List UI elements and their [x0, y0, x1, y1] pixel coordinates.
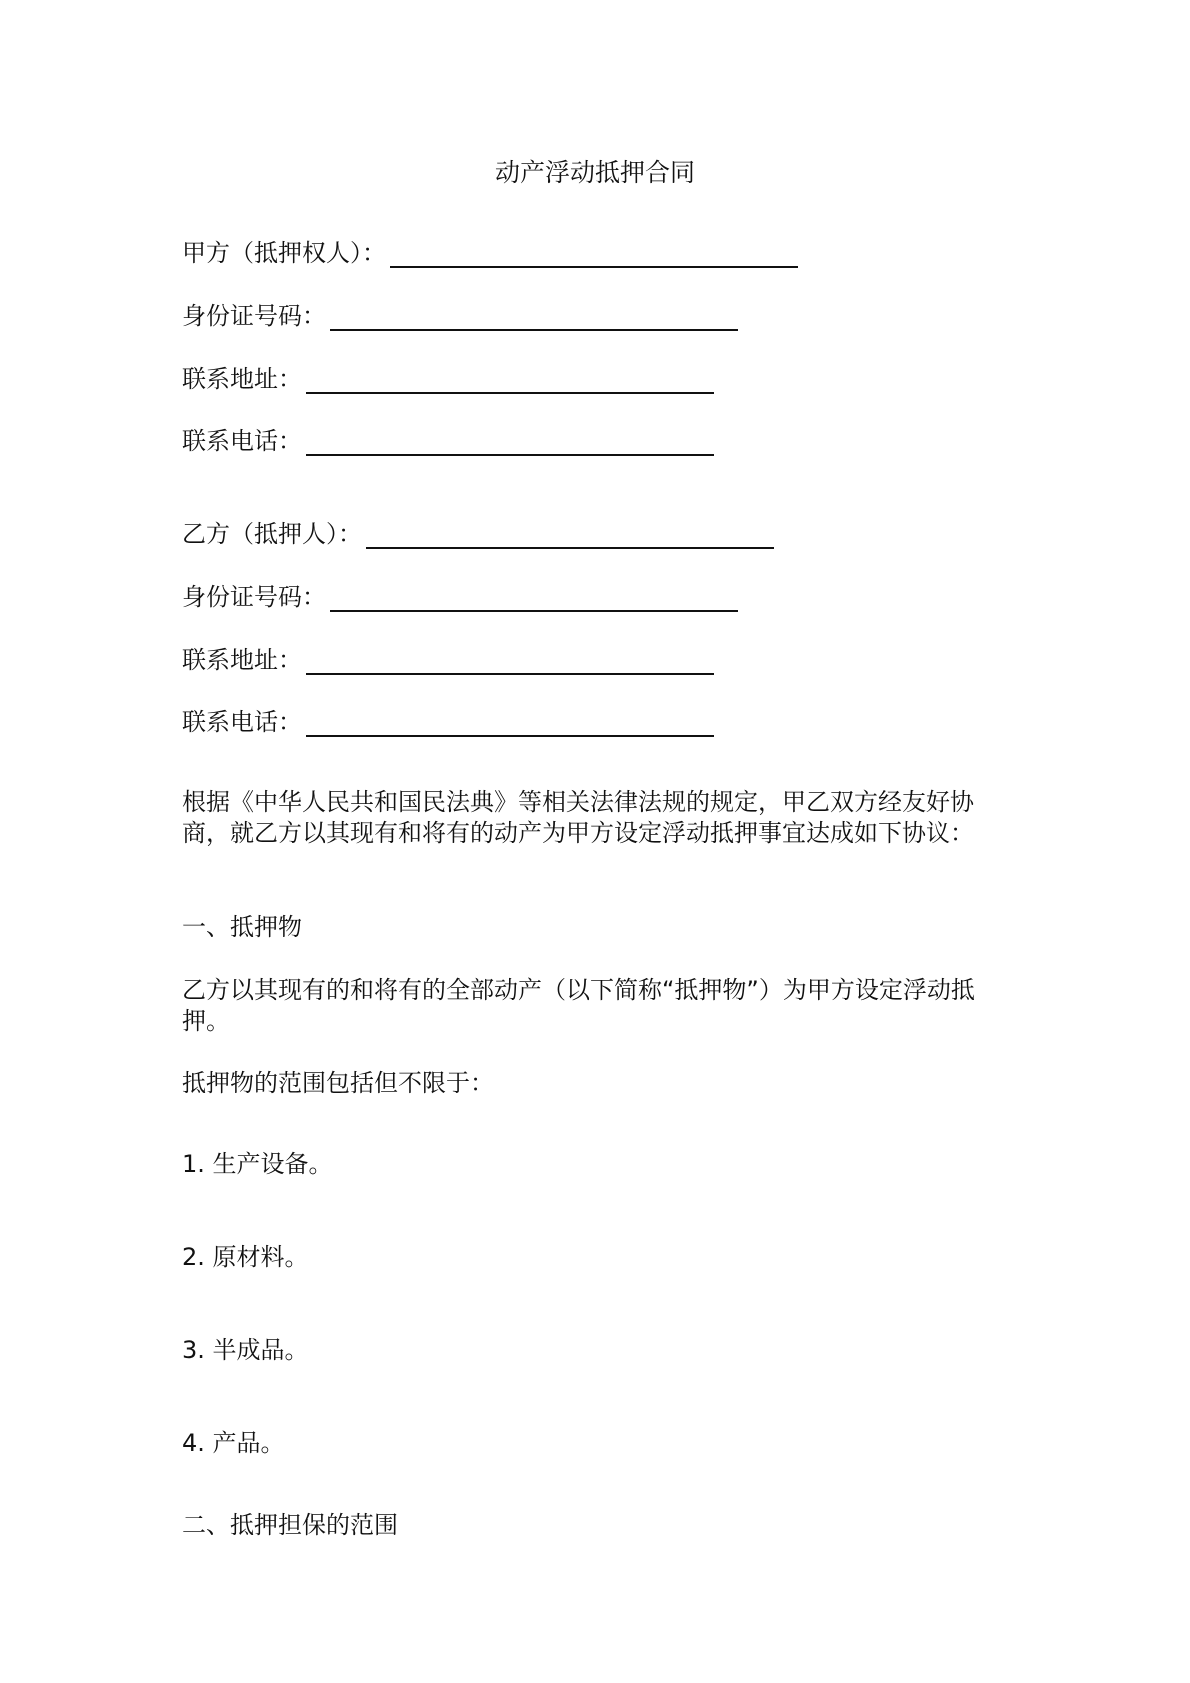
- party-a-phone-field: [182, 422, 714, 456]
- party-b-phone-label: 联系电话：: [182, 708, 302, 736]
- party-a-name-blank[interactable]: [390, 236, 798, 268]
- party-b-address-label: 联系地址：: [182, 646, 302, 674]
- party-b-name-label: 乙方（抵押人）：: [182, 520, 362, 548]
- section-1-paragraph-2: 抵押物的范围包括但不限于：: [182, 1069, 494, 1097]
- party-a-id-label: 身份证号码：: [182, 302, 326, 330]
- section-1-heading: 一、抵押物: [182, 913, 302, 941]
- party-a-address-field: [182, 360, 714, 394]
- party-b-name-blank[interactable]: [366, 517, 774, 549]
- party-a-id-field: [182, 297, 738, 331]
- party-a-phone-label: 联系电话：: [182, 427, 302, 455]
- party-a-phone-blank[interactable]: [306, 424, 714, 456]
- party-b-id-label: 身份证号码：: [182, 583, 326, 611]
- party-b-name-field: [182, 515, 774, 549]
- party-a-address-label: 联系地址：: [182, 365, 302, 393]
- party-b-id-blank[interactable]: [330, 580, 738, 612]
- document-title: 动产浮动抵押合同: [494, 158, 695, 187]
- preamble-paragraph: 根据《中华人民共和国民法典》等相关法律法规的规定，甲乙双方经友好协商，就乙方以其现有和将有的动产为甲方设定浮动抵押事宜达成如下协议：: [182, 788, 974, 847]
- party-b-id-field: [182, 578, 738, 612]
- party-b-address-field: [182, 641, 714, 675]
- party-b-phone-field: [182, 703, 714, 737]
- party-a-name-label: 甲方（抵押权人）：: [182, 239, 386, 267]
- party-a-name-field: [182, 234, 798, 268]
- party-a-address-blank[interactable]: [306, 362, 714, 394]
- section-2-heading: 二、抵押担保的范围: [182, 1511, 398, 1539]
- party-b-phone-blank[interactable]: [306, 705, 714, 737]
- party-b-address-blank[interactable]: [306, 643, 714, 675]
- section-1-paragraph-1: 乙方以其现有的和将有的全部动产（以下简称“抵押物”）为甲方设定浮动抵押。: [182, 976, 975, 1035]
- scope-list-item: 4. 产品。: [182, 1429, 285, 1457]
- scope-list-item: 3. 半成品。: [182, 1336, 309, 1364]
- party-a-id-blank[interactable]: [330, 299, 738, 331]
- scope-list-item: 2. 原材料。: [182, 1243, 309, 1271]
- scope-list-item: 1. 生产设备。: [182, 1150, 333, 1178]
